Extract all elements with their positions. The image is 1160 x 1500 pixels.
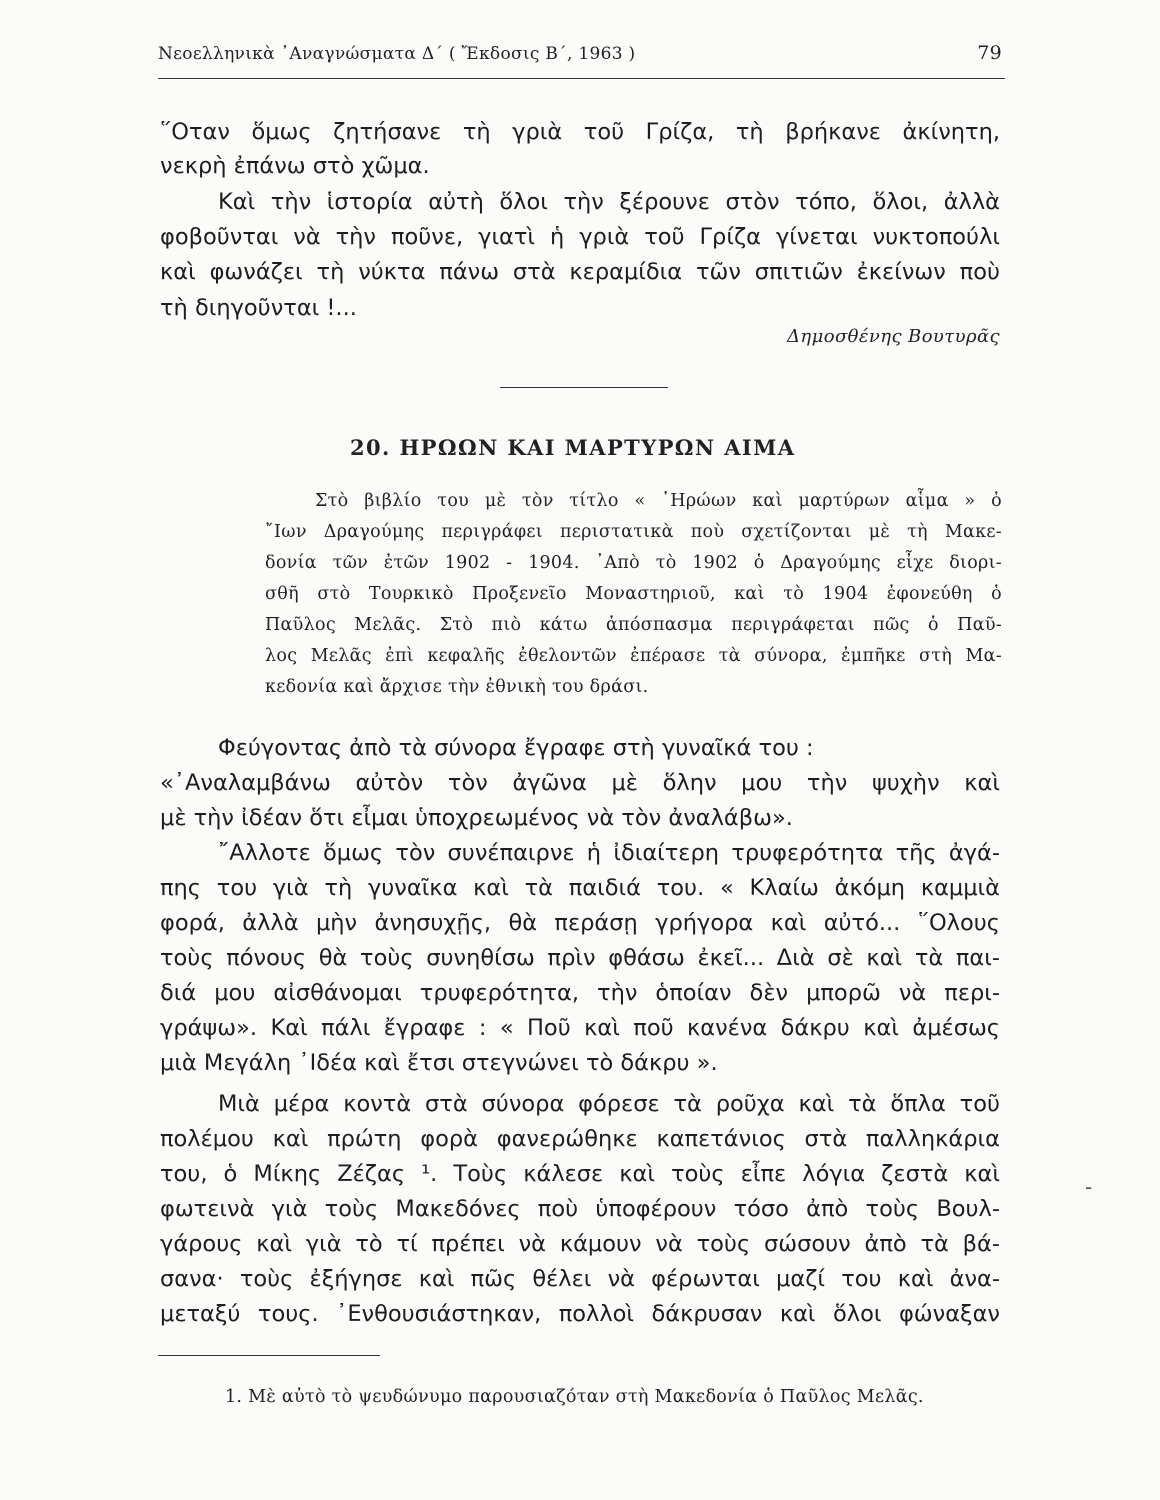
- body-line: «᾿Αναλαμβάνω αὐτὸν τὸν ἀγῶνα μὲ ὅλην μου τὴν ψυχὴν καὶ: [160, 770, 1000, 796]
- body-line: σανα· τοὺς ἐξήγησε καὶ πῶς θέλει νὰ φέρωνται μαζί του καὶ ἀνα-: [160, 1266, 1000, 1292]
- intro-line: κεδονία καὶ ἄρχισε τὴν ἐθνικὴ του δράσι.: [265, 677, 649, 697]
- intro-line: Στὸ βιβλίο του μὲ τὸν τίτλο « ῾Ηρώων καὶ μαρτύρων αἷμα » ὁ: [315, 491, 1002, 511]
- body-line: μεταξύ τους. ᾿Ενθουσιάστηκαν, πολλοὶ δάκρυσαν καὶ ὅλοι φώναξαν: [160, 1301, 1000, 1327]
- intro-line: σθῆ στὸ Τουρκικὸ Προξενεῖο Μοναστηριοῦ, καὶ τὸ 1904 ἐφονεύθη ὁ: [265, 584, 1002, 604]
- page-number: 79: [977, 42, 1002, 64]
- body-line: φωτεινὰ γιὰ τοὺς Μακεδόνες ποὺ ὑποφέρουν τόσο ἀπὸ τοὺς Βουλ-: [160, 1196, 1000, 1222]
- story-line: καὶ φωνάζει τὴ νύκτα πάνω στὰ κεραμίδια τῶν σπιτιῶν ἐκείνων ποὺ: [160, 259, 1000, 285]
- body-line: πης του γιὰ τὴ γυναῖκα καὶ τὰ παιδιά του. « Κλαίω ἀκόμη καμμιὰ: [160, 875, 1000, 901]
- running-title: Νεοελληνικὰ ᾿Αναγνώσματα Δ΄ ( Ἔκδοσις Β΄, 1963 ): [158, 44, 636, 64]
- story-line: τὴ διηγοῦνται !...: [160, 295, 357, 321]
- section-title: 20. ΗΡΩΩΝ ΚΑΙ ΜΑΡΤΥΡΩΝ ΑΙΜΑ: [350, 435, 796, 460]
- body-line: τοὺς πόνους θὰ τοὺς συνηθίσω πρὶν φθάσω ἐκεῖ... Διὰ σὲ καὶ τὰ παι-: [160, 945, 1000, 971]
- body-line: πολέμου καὶ πρώτη φορὰ φανερώθηκε καπετάνιος στὰ παλληκάρια: [160, 1126, 1000, 1152]
- story-line: φοβοῦνται νὰ τὴν ποῦνε, γιατὶ ἡ γριὰ τοῦ Γρίζα γίνεται νυκτοπούλι: [160, 224, 1000, 250]
- body-line: μὲ τὴν ἰδέαν ὅτι εἶμαι ὑποχρεωμένος νὰ τὸν ἀναλάβω».: [160, 805, 793, 831]
- intro-line: Παῦλος Μελᾶς. Στὸ πιὸ κάτω ἀπόσπασμα περιγράφεται πῶς ὁ Παῦ-: [265, 615, 1002, 635]
- body-line: Φεύγοντας ἀπὸ τὰ σύνορα ἔγραφε στὴ γυναῖκά του :: [218, 735, 814, 761]
- intro-line: δονία τῶν ἐτῶν 1902 - 1904. ᾿Απὸ τὸ 1902 ὁ Δραγούμης εἶχε διορι-: [265, 553, 1002, 573]
- story-line: νεκρὴ ἐπάνω στὸ χῶμα.: [160, 153, 430, 179]
- running-header: [158, 44, 1002, 76]
- body-line: διά μου αἰσθάνομαι τρυφερότητα, τὴν ὁποίαν δὲν μπορῶ νὰ περι-: [160, 980, 1000, 1006]
- body-line: ῎Αλλοτε ὅμως τὸν συνέπαιρνε ἡ ἰδιαίτερη τρυφερότητα τῆς ἀγά-: [218, 840, 1000, 866]
- intro-line: ῎Ιων Δραγούμης περιγράφει περιστατικὰ ποὺ σχετίζονται μὲ τὴ Μακε-: [265, 522, 1002, 542]
- body-line: γάρους καὶ γιὰ τὸ τί πρέπει νὰ κάμουν νὰ τοὺς σώσουν ἀπὸ τὰ βά-: [160, 1231, 1000, 1257]
- body-line: γράψω». Καὶ πάλι ἔγραφε : « Ποῦ καὶ ποῦ κανένα δάκρυ καὶ ἀμέσως: [160, 1015, 1000, 1041]
- body-line: του, ὁ Μίκης Ζέζας ¹. Τοὺς κάλεσε καὶ τοὺς εἶπε λόγια ζεστὰ καὶ: [160, 1161, 1000, 1187]
- margin-mark: -: [1085, 1175, 1093, 1199]
- footnote: 1. Μὲ αὐτὸ τὸ ψευδώνυμο παρουσιαζόταν στὴ Μακεδονία ὁ Παῦλος Μελᾶς.: [225, 1387, 924, 1407]
- story-line: Καὶ τὴν ἱστορία αὐτὴ ὅλοι τὴν ξέρουνε στὸν τόπο, ὅλοι, ἀλλὰ: [218, 189, 1000, 215]
- author-signature: Δημοσθένης Βουτυρᾶς: [787, 326, 1000, 347]
- body-line: φορά, ἀλλὰ μὴν ἀνησυχῇς, θὰ περάσῃ γρήγορα καὶ αὐτό... ῞Ολους: [160, 910, 1000, 936]
- story-line: ῞Οταν ὅμως ζητήσανε τὴ γριὰ τοῦ Γρίζα, τὴ βρήκανε ἀκίνητη,: [160, 119, 1000, 145]
- body-line: μιὰ Μεγάλη ᾿Ιδέα καὶ ἔτσι στεγνώνει τὸ δάκρυ ».: [160, 1050, 718, 1076]
- body-line: Μιὰ μέρα κοντὰ στὰ σύνορα φόρεσε τὰ ροῦχα καὶ τὰ ὅπλα τοῦ: [218, 1091, 1000, 1117]
- footnote-rule: [158, 1355, 380, 1356]
- section-divider: [500, 387, 668, 388]
- intro-line: λος Μελᾶς ἐπὶ κεφαλῆς ἐθελοντῶν ἐπέρασε τὰ σύνορα, ἐμπῆκε στὴ Μα-: [265, 646, 1002, 666]
- header-rule: [158, 78, 1005, 79]
